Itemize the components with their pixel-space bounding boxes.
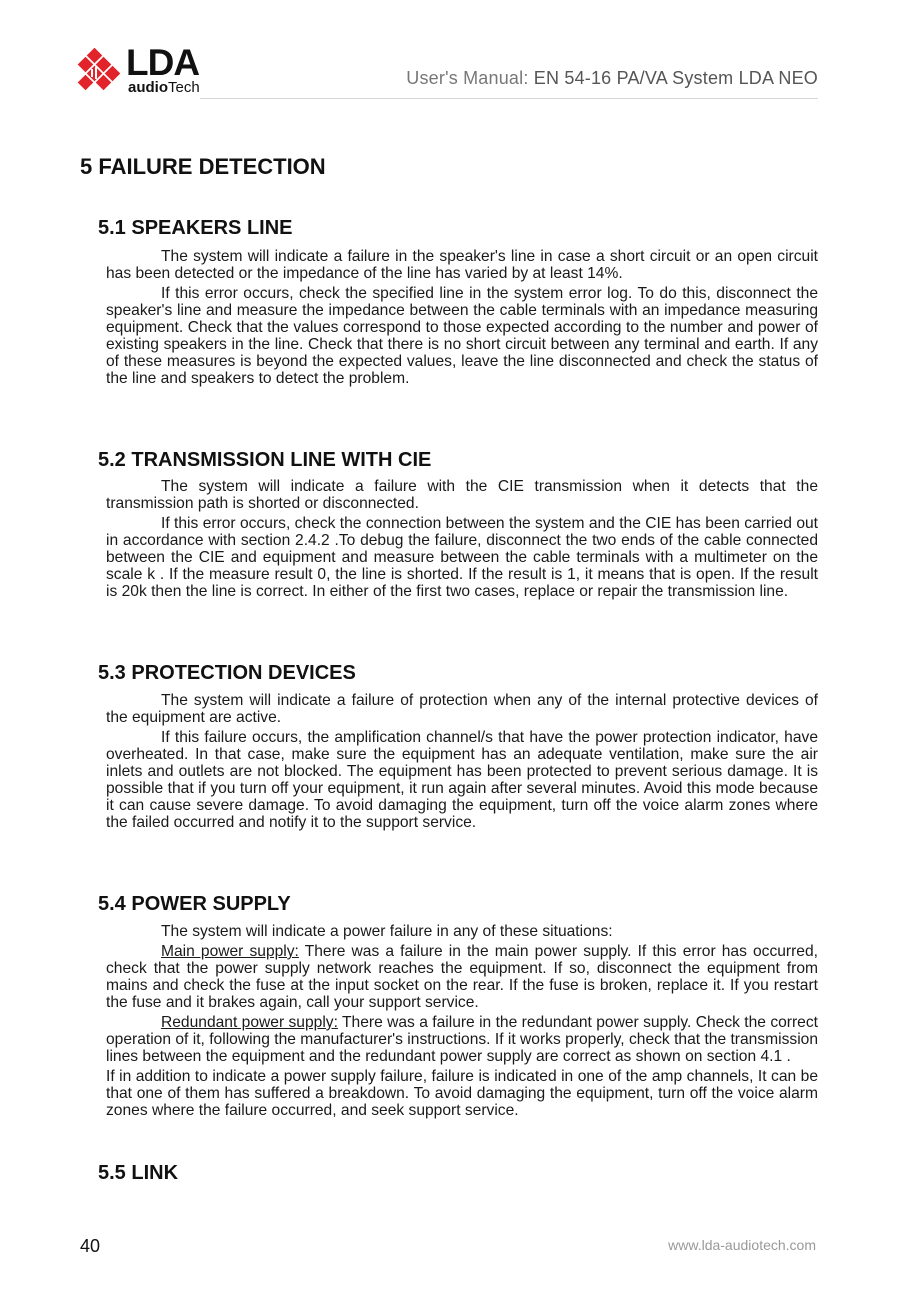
section-title-power-supply: 5.4 POWER SUPPLY: [98, 893, 291, 915]
section-body-power-supply: [106, 923, 818, 1119]
section-body-protection-devices: [106, 692, 818, 831]
main-power-label: Main power supply:: [161, 943, 299, 960]
lda-logo: [76, 42, 226, 100]
paragraph: The system will indicate a failure of protection when any of the internal protective devices of the equipment are active.: [106, 692, 818, 726]
lda-diamonds-icon: [76, 48, 128, 100]
chapter-title: 5 FAILURE DETECTION: [80, 154, 326, 179]
document-title: User's Manual: EN 54-16 PA/VA System LDA NEO: [406, 68, 818, 88]
paragraph-redundant-power: Redundant power supply: There was a failure in the redundant power supply. Check the correct operation of it, following the manufacturer's instructions. If it works properly, check that the transmission lines between the equipment and the redundant power supply are correct as shown on section 4.1 .: [106, 1014, 818, 1065]
redundant-power-label: Redundant power supply:: [161, 1014, 338, 1031]
section-title-speakers-line: 5.1 SPEAKERS LINE: [98, 217, 293, 239]
section-title-transmission-line: 5.2 TRANSMISSION LINE WITH CIE: [98, 449, 432, 471]
paragraph: The system will indicate a failure in the speaker's line in case a short circuit or an open circuit has been detected or the impedance of the line has varied by at least 14%.: [106, 248, 818, 282]
paragraph-main-power: Main power supply: There was a failure in the main power supply. If this error has occurred, check that the power supply network reaches the equipment. If so, disconnect the equipment from mains and check the fuse at the input socket on the rear. If the fuse is broken, replace it. If you restart the fuse and it brakes again, call your support service.: [106, 943, 818, 1011]
section-body-transmission-line: [106, 478, 818, 600]
paragraph: The system will indicate a power failure in any of these situations:: [161, 923, 613, 940]
paragraph: If in addition to indicate a power supply failure, failure is indicated in one of the amp channels, It can be that one of them has suffered a breakdown. To avoid damaging the equipment, turn off the voice alarm zones where the failure occurred, and seek support service.: [106, 1068, 818, 1119]
paragraph: If this error occurs, check the connection between the system and the CIE has been carried out in accordance with section 2.4.2 .To debug the failure, disconnect the two ends of the cable connected between the CIE and equipment and measure between the cable terminals with a multimeter on the scale k . If the measure result 0, the line is shorted. If the result is 1, it means that is open. If the result is 20k then the line is correct. In either of the first two cases, replace or repair the transmission line.: [106, 515, 818, 600]
section-title-protection-devices: 5.3 PROTECTION DEVICES: [98, 662, 356, 684]
logo-subtitle: audioTech: [128, 79, 200, 96]
footer-url: www.lda-audiotech.com: [668, 1237, 816, 1253]
section-title-link: 5.5 LINK: [98, 1162, 179, 1184]
logo-wordmark: LDA: [126, 42, 200, 83]
paragraph: If this failure occurs, the ampliﬁcation channel/s that have the power protection indicator, have overheated. In that case, make sure the equipment has an adequate ventilation, make sure the air inlets and outlets are not blocked. The equipment has been protected to prevent serious damage. It is possible that if you turn off your equipment, it run again after several minutes. Avoid this mode because it can cause severe damage. To avoid damaging the equipment, turn off the voice alarm zones where the failed occurred and notify it to the support service.: [106, 729, 818, 831]
page-number: 40: [80, 1236, 101, 1256]
paragraph: If this error occurs, check the speciﬁed line in the system error log. To do this, disconnect the speaker's line and measure the impedance between the cable terminals with an impedance measuring equipment. Check that the values correspond to those expected according to the number and power of existing speakers in the line. Check that there is no short circuit between any terminal and earth. If any of these measures is beyond the expected values, leave the line disconnected and check the status of the line and speakers to detect the problem.: [106, 285, 818, 387]
paragraph: The system will indicate a failure with the CIE transmission when it detects that the transmission path is shorted or disconnected.: [106, 478, 818, 512]
header-divider: [200, 98, 818, 99]
section-body-speakers-line: [106, 248, 818, 387]
